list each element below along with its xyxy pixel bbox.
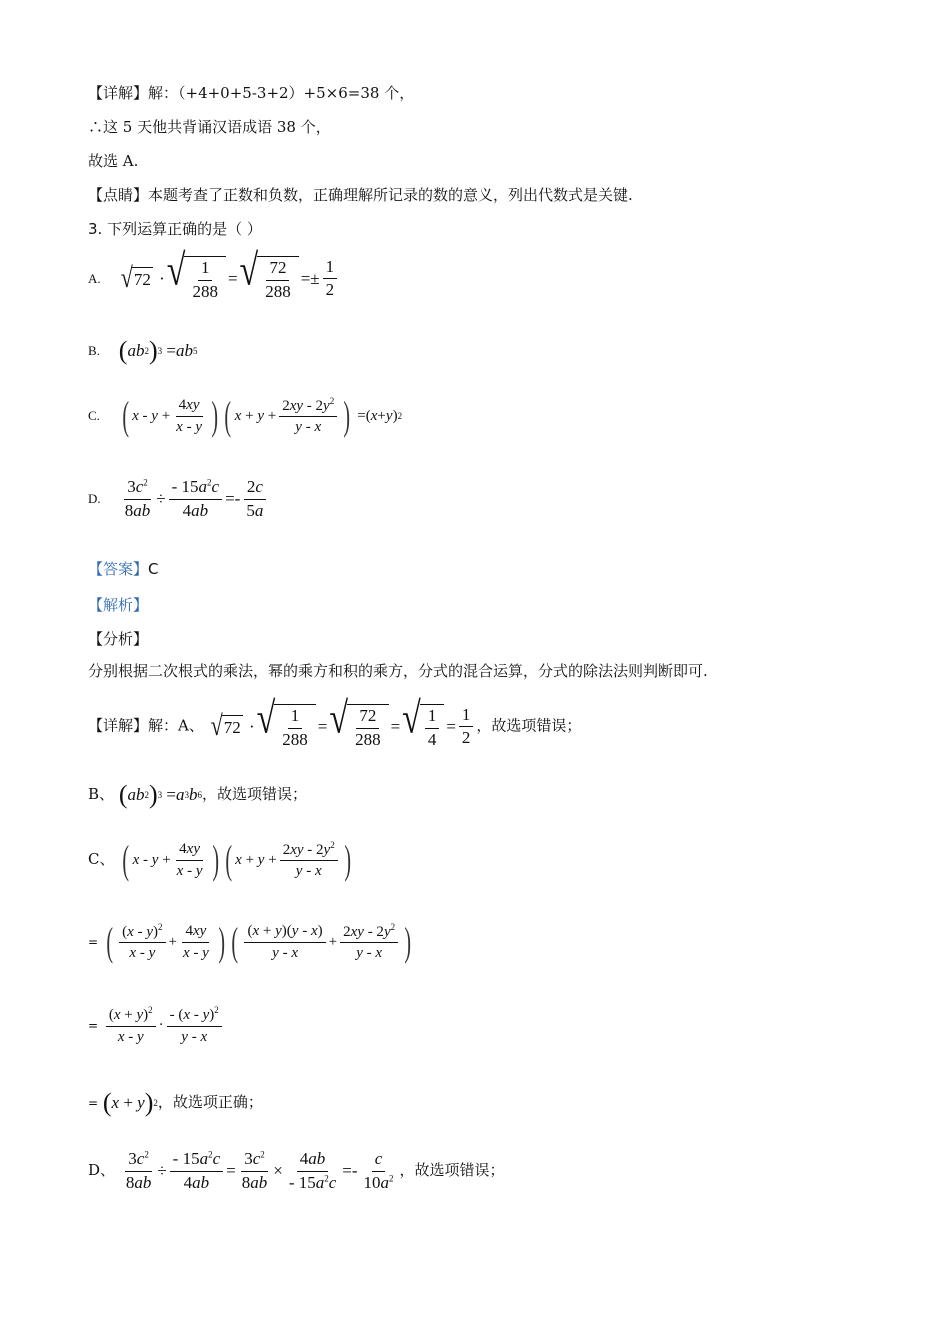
detail-c-step-3 xyxy=(88,1090,263,1116)
detail-c-step-3-formula: ( x + y ) 2 xyxy=(102,1088,158,1117)
option-a xyxy=(88,246,340,301)
option-d-label: D. xyxy=(88,491,101,507)
detail-d-formula: $\frac{3c^2}{8ab}$ ÷ $\frac{- 15a^2c}{4ab}$ = $\frac{3c^2}{8ab}$ × $\frac{4ab}{- 15a^2c}$ =- $\frac{c}{10a^2}$ xyxy=(125,1149,394,1192)
detail-c-step-1-formula: ( $\frac{(x - y)^2}{x - y}$ + $\frac{4xy}{x - y}$ ) ( $\frac{(x + y)(y - x)}{y - x}$ + $\frac{2xy - 2y^2}{y - x}$ ) xyxy=(106,919,412,964)
answer-line xyxy=(88,558,159,579)
fenxi-text: 分别根据二次根式的乘法，幂的乘方和积的乘方，分式的混合运算，分式的除法法则判断即可. xyxy=(88,662,708,680)
detail-b-formula: ( ab 2 ) 3 = a 3 b 6 xyxy=(118,780,202,809)
detail-c-formula: ( x - y + $\frac{4xy}{x - y}$ ) ( x + y + $\frac{2xy - 2y^2}{y - x}$ ) xyxy=(122,837,351,882)
eq-sign-1: = xyxy=(88,935,99,949)
option-c-formula: ( x - y + $\frac{4xy}{x - y}$ ) ( x + y + $\frac{2xy - 2y^2}{y - x}$ ) =( x + y ) 2 xyxy=(122,393,403,438)
option-b-label: B. xyxy=(88,343,100,358)
detail-d xyxy=(88,1150,505,1192)
option-a-label: A. xyxy=(88,270,101,286)
option-c xyxy=(88,393,403,438)
detail-a-suffix: ，故选项错误； xyxy=(476,716,582,735)
detail-b-suffix: ，故选项错误； xyxy=(202,785,308,803)
detail-b-prefix: B、 xyxy=(88,785,115,803)
therefore-line: ∴这 5 天他共背诵汉语成语 38 个， xyxy=(88,118,331,136)
detail-c-prefix: C、 xyxy=(88,850,115,868)
option-a-formula: √ 72 · √ $\frac{1}{288}$ = √ $\frac{72}{288}$ =± $\frac{1}{2}$ xyxy=(119,256,340,301)
detail-c xyxy=(88,837,354,882)
question-3: 3. 下列运算正确的是（ ） xyxy=(88,220,262,238)
detail-c-step-2-formula: $\frac{(x + y)^2}{x - y}$ · $\frac{- (x - y)^2}{y - x}$ xyxy=(103,1006,225,1045)
option-d xyxy=(88,478,269,520)
eq-sign-3: = xyxy=(88,1096,99,1110)
detail-c-step-2 xyxy=(88,1006,225,1045)
detail-a-formula: √ 72 · √ $\frac{1}{288}$ = √ $\frac{72}{288}$ = √ $\frac{1}{4}$ = $\frac{1}{2}$ xyxy=(209,704,477,749)
option-b-formula: ( ab 2 ) 3 = ab 5 xyxy=(118,336,198,365)
detail-a-prefix: 【详解】解：A、 xyxy=(88,716,204,735)
detail-c-step-1 xyxy=(88,919,414,964)
detail-d-prefix: D、 xyxy=(88,1161,116,1180)
option-c-label: C. xyxy=(88,408,100,423)
detail-c-suffix: ，故选项正确； xyxy=(157,1093,263,1111)
option-d-formula: $\frac{3c^2}{8ab}$ ÷ $\frac{- 15a^2c}{4ab}$ =- $\frac{2c}{5a}$ xyxy=(119,478,270,520)
detail-a xyxy=(88,694,582,749)
answer-label: 【答案】 xyxy=(88,560,149,578)
answer-value: C xyxy=(148,560,159,578)
comment-line: 【点睛】本题考查了正数和负数，正确理解所记录的数的意义，列出代数式是关键. xyxy=(88,186,633,204)
detail-d-suffix: ，故选项错误； xyxy=(399,1161,505,1180)
option-b xyxy=(88,338,197,364)
eq-sign-2: = xyxy=(88,1018,99,1033)
detail-line-1: 【详解】解：（+4+0+5-3+2）+5×6=38 个， xyxy=(88,84,415,102)
fenxi-label: 【分析】 xyxy=(88,630,149,648)
choose-line: 故选 A. xyxy=(88,152,139,170)
analysis-label: 【解析】 xyxy=(88,596,149,614)
detail-b xyxy=(88,782,307,808)
